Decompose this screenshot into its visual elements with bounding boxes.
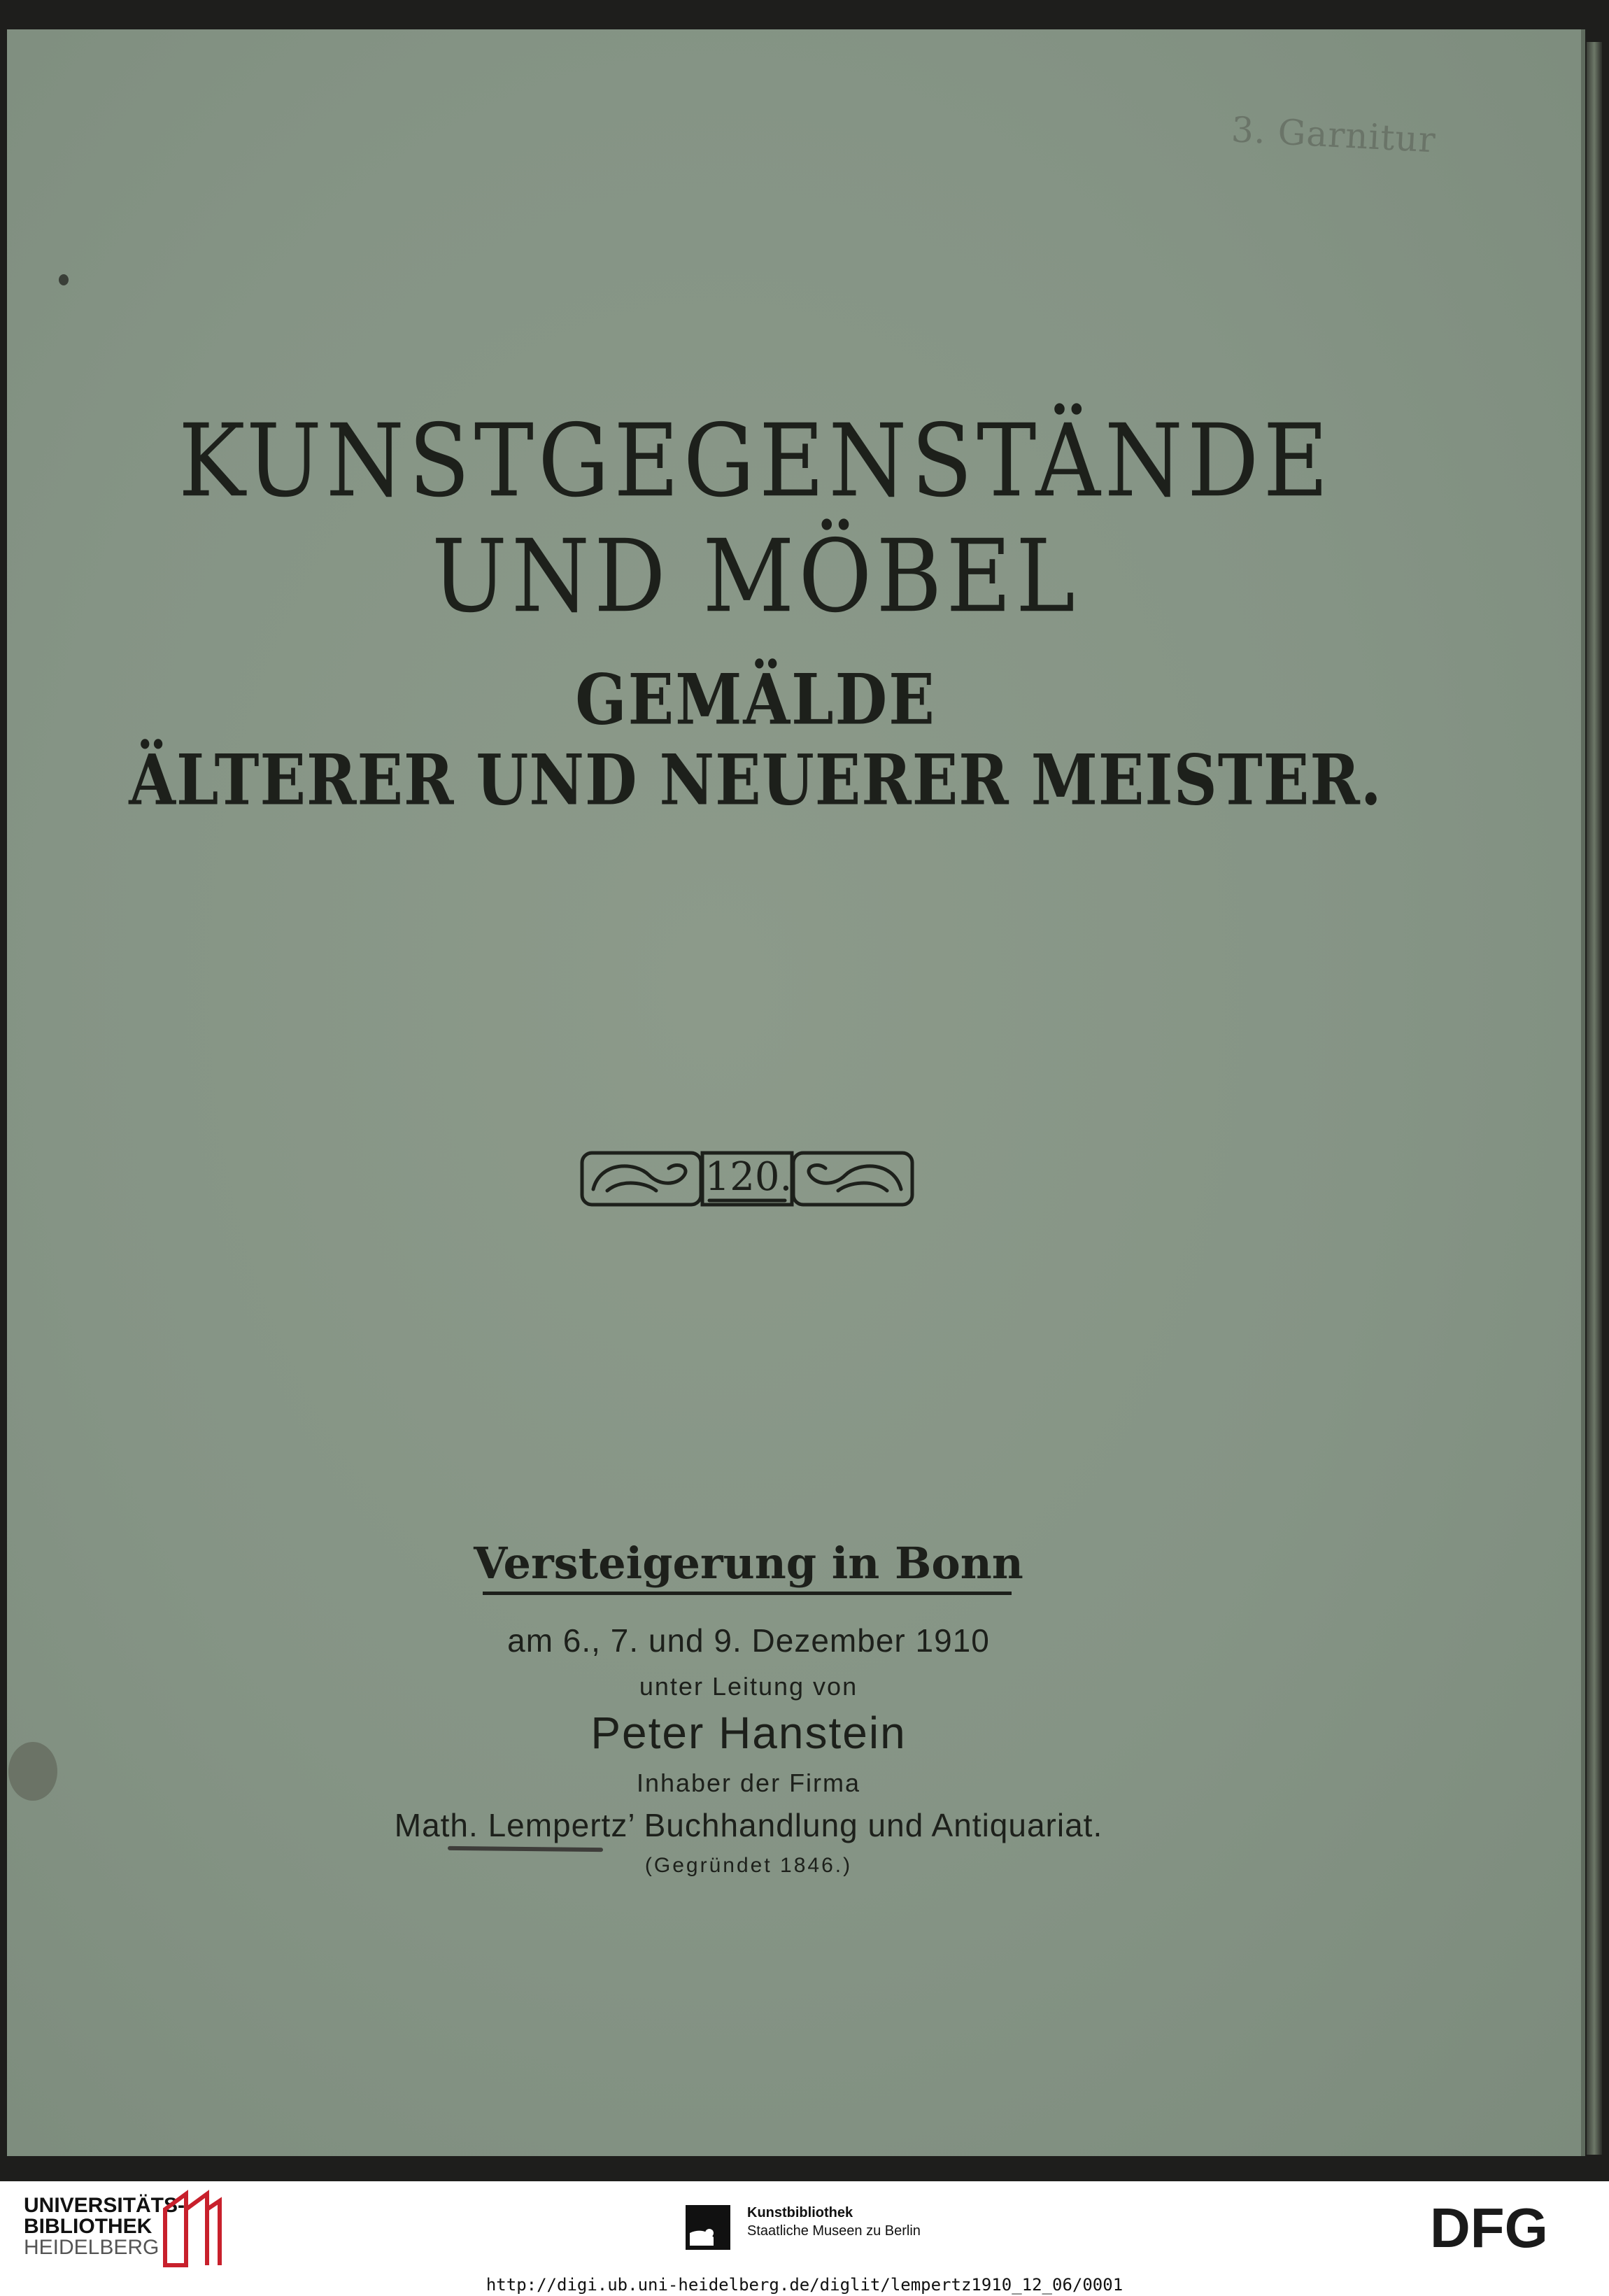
founded-note: (Gegründet 1846.) bbox=[644, 1854, 853, 1877]
auction-heading: Versteigerung in Bonn bbox=[474, 1538, 1023, 1589]
catalog-number: 120. bbox=[704, 1154, 793, 1200]
firm-name: Math. Lempertz’ Buchhandlung und Antiquariat. bbox=[394, 1807, 1103, 1843]
auction-dates: am 6., 7. und 9. Dezember 1910 bbox=[507, 1622, 990, 1659]
subtitle-line-2: ÄLTERER UND NEUERER MEISTER. bbox=[129, 739, 1382, 821]
auctioneer-name: Peter Hanstein bbox=[590, 1708, 907, 1758]
dfg-logo bbox=[1430, 2204, 1588, 2253]
page-edge bbox=[1587, 42, 1602, 2155]
stamp-garnitur: 3. Garnitur bbox=[1230, 109, 1437, 161]
dfg-logo-text: DFG bbox=[1430, 2204, 1548, 2253]
uni-heidelberg-logo-icon bbox=[158, 2188, 222, 2271]
source-url[interactable]: http://digi.ub.uni-heidelberg.de/diglit/lempertz1910_12_06/0001 bbox=[485, 2275, 1124, 2295]
kunstbibliothek-logo-icon bbox=[686, 2205, 730, 2250]
title-line-2: UND MÖBEL bbox=[432, 518, 1079, 635]
uni-line-1: UNIVERSITÄTS- bbox=[24, 2194, 185, 2217]
paper-spot bbox=[59, 274, 69, 285]
uni-line-2: BIBLIOTHEK bbox=[24, 2215, 153, 2238]
owner-label: Inhaber der Firma bbox=[636, 1769, 861, 1797]
kb-subtitle: Staatliche Museen zu Berlin bbox=[747, 2223, 921, 2239]
led-by-label: unter Leitung von bbox=[639, 1672, 858, 1701]
uni-line-3: HEIDELBERG bbox=[24, 2236, 160, 2259]
kunstbibliothek-logo-text bbox=[747, 2204, 921, 2240]
heading-underline bbox=[483, 1592, 1012, 1595]
kb-title: Kunstbibliothek bbox=[747, 2205, 853, 2220]
subtitle-line-1: GEMÄLDE bbox=[575, 659, 936, 741]
title-line-1: KUNSTGEGENSTÄNDE bbox=[178, 403, 1333, 520]
